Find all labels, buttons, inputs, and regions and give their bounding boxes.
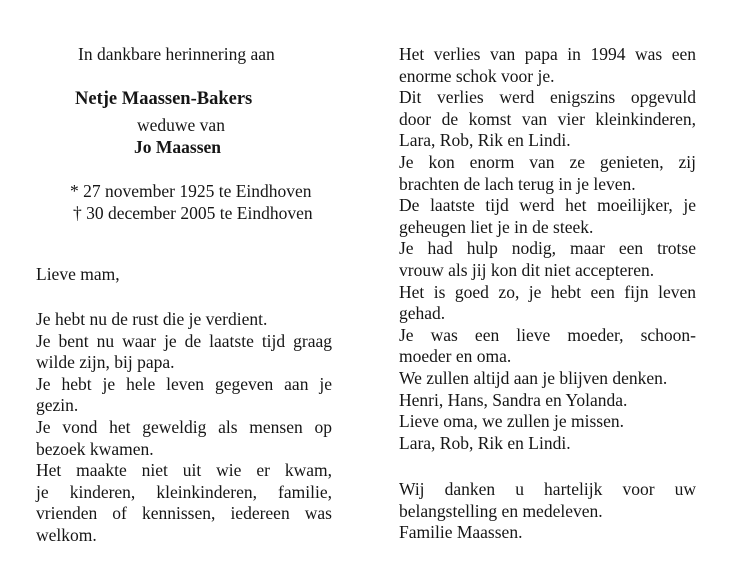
text-line: vrouw als jij kon dit niet accepteren. (399, 259, 655, 280)
text-line: Je kon enorm van ze genieten, zij (399, 151, 696, 172)
text-line: Het is goed zo, je hebt een fijn leven (399, 281, 696, 302)
relation-text: weduwe van (137, 115, 225, 135)
text-line: gezin. (36, 395, 79, 416)
greeting: Lieve mam, (36, 264, 120, 284)
text-line: door de komst van vier kleinkinderen, (399, 108, 696, 129)
text-line: moeder en oma. (399, 346, 512, 367)
text-line: De laatste tijd werd het moeilijker, je (399, 195, 696, 216)
intro-text: In dankbare herinnering aan (78, 44, 275, 64)
closing-paragraph (399, 479, 696, 544)
text-line: bezoek kwamen. (36, 438, 154, 459)
text-line: vrienden of kennissen, iedereen was (36, 503, 332, 524)
text-line: Lieve oma, we zullen je missen. (399, 411, 624, 432)
spouse-name: Jo Maassen (134, 137, 222, 157)
text-line: geheugen liet je in de steek. (399, 216, 594, 237)
text-line: Je hebt je hele leven gegeven aan je (36, 373, 332, 394)
text-line: je kinderen, kleinkinderen, familie, (36, 481, 332, 502)
text-line: welkom. (36, 524, 97, 545)
birth-date: * 27 november 1925 te Eindhoven (70, 181, 312, 201)
death-date: † 30 december 2005 te Eindhoven (73, 203, 313, 223)
text-line: enorme schok voor je. (399, 65, 555, 86)
deceased-name: Netje Maassen-Bakers (75, 89, 253, 109)
text-line: Lara, Rob, Rik en Lindi. (399, 432, 571, 453)
text-line: Het maakte niet uit wie er kwam, (36, 460, 332, 481)
text-line: Lara, Rob, Rik en Lindi. (399, 130, 571, 151)
text-line: Familie Maassen. (399, 522, 523, 543)
text-line: We zullen altijd aan je blijven denken. (399, 367, 668, 388)
right-paragraph (399, 44, 696, 454)
text-line: brachten de lach terug in je leven. (399, 173, 636, 194)
text-line: Je bent nu waar je de laatste tijd graag (36, 330, 332, 351)
text-line: Wij danken u hartelijk voor uw (399, 479, 696, 499)
text-line: Het verlies van papa in 1994 was een (399, 44, 696, 64)
text-line: Je hebt nu de rust die je verdient. (36, 309, 268, 329)
text-line: gehad. (399, 303, 446, 324)
text-line: Henri, Hans, Sandra en Yolanda. (399, 389, 628, 410)
text-line: wilde zijn, bij papa. (36, 352, 175, 373)
left-paragraph (36, 309, 332, 547)
text-line: belangstelling en medeleven. (399, 500, 603, 521)
text-line: Je vond het geweldig als mensen op (36, 416, 332, 437)
text-line: Je had hulp nodig, maar een trotse (399, 238, 696, 259)
text-line: Dit verlies werd enigszins opgevuld (399, 87, 696, 108)
text-line: Je was een lieve moeder, schoon- (399, 324, 696, 345)
